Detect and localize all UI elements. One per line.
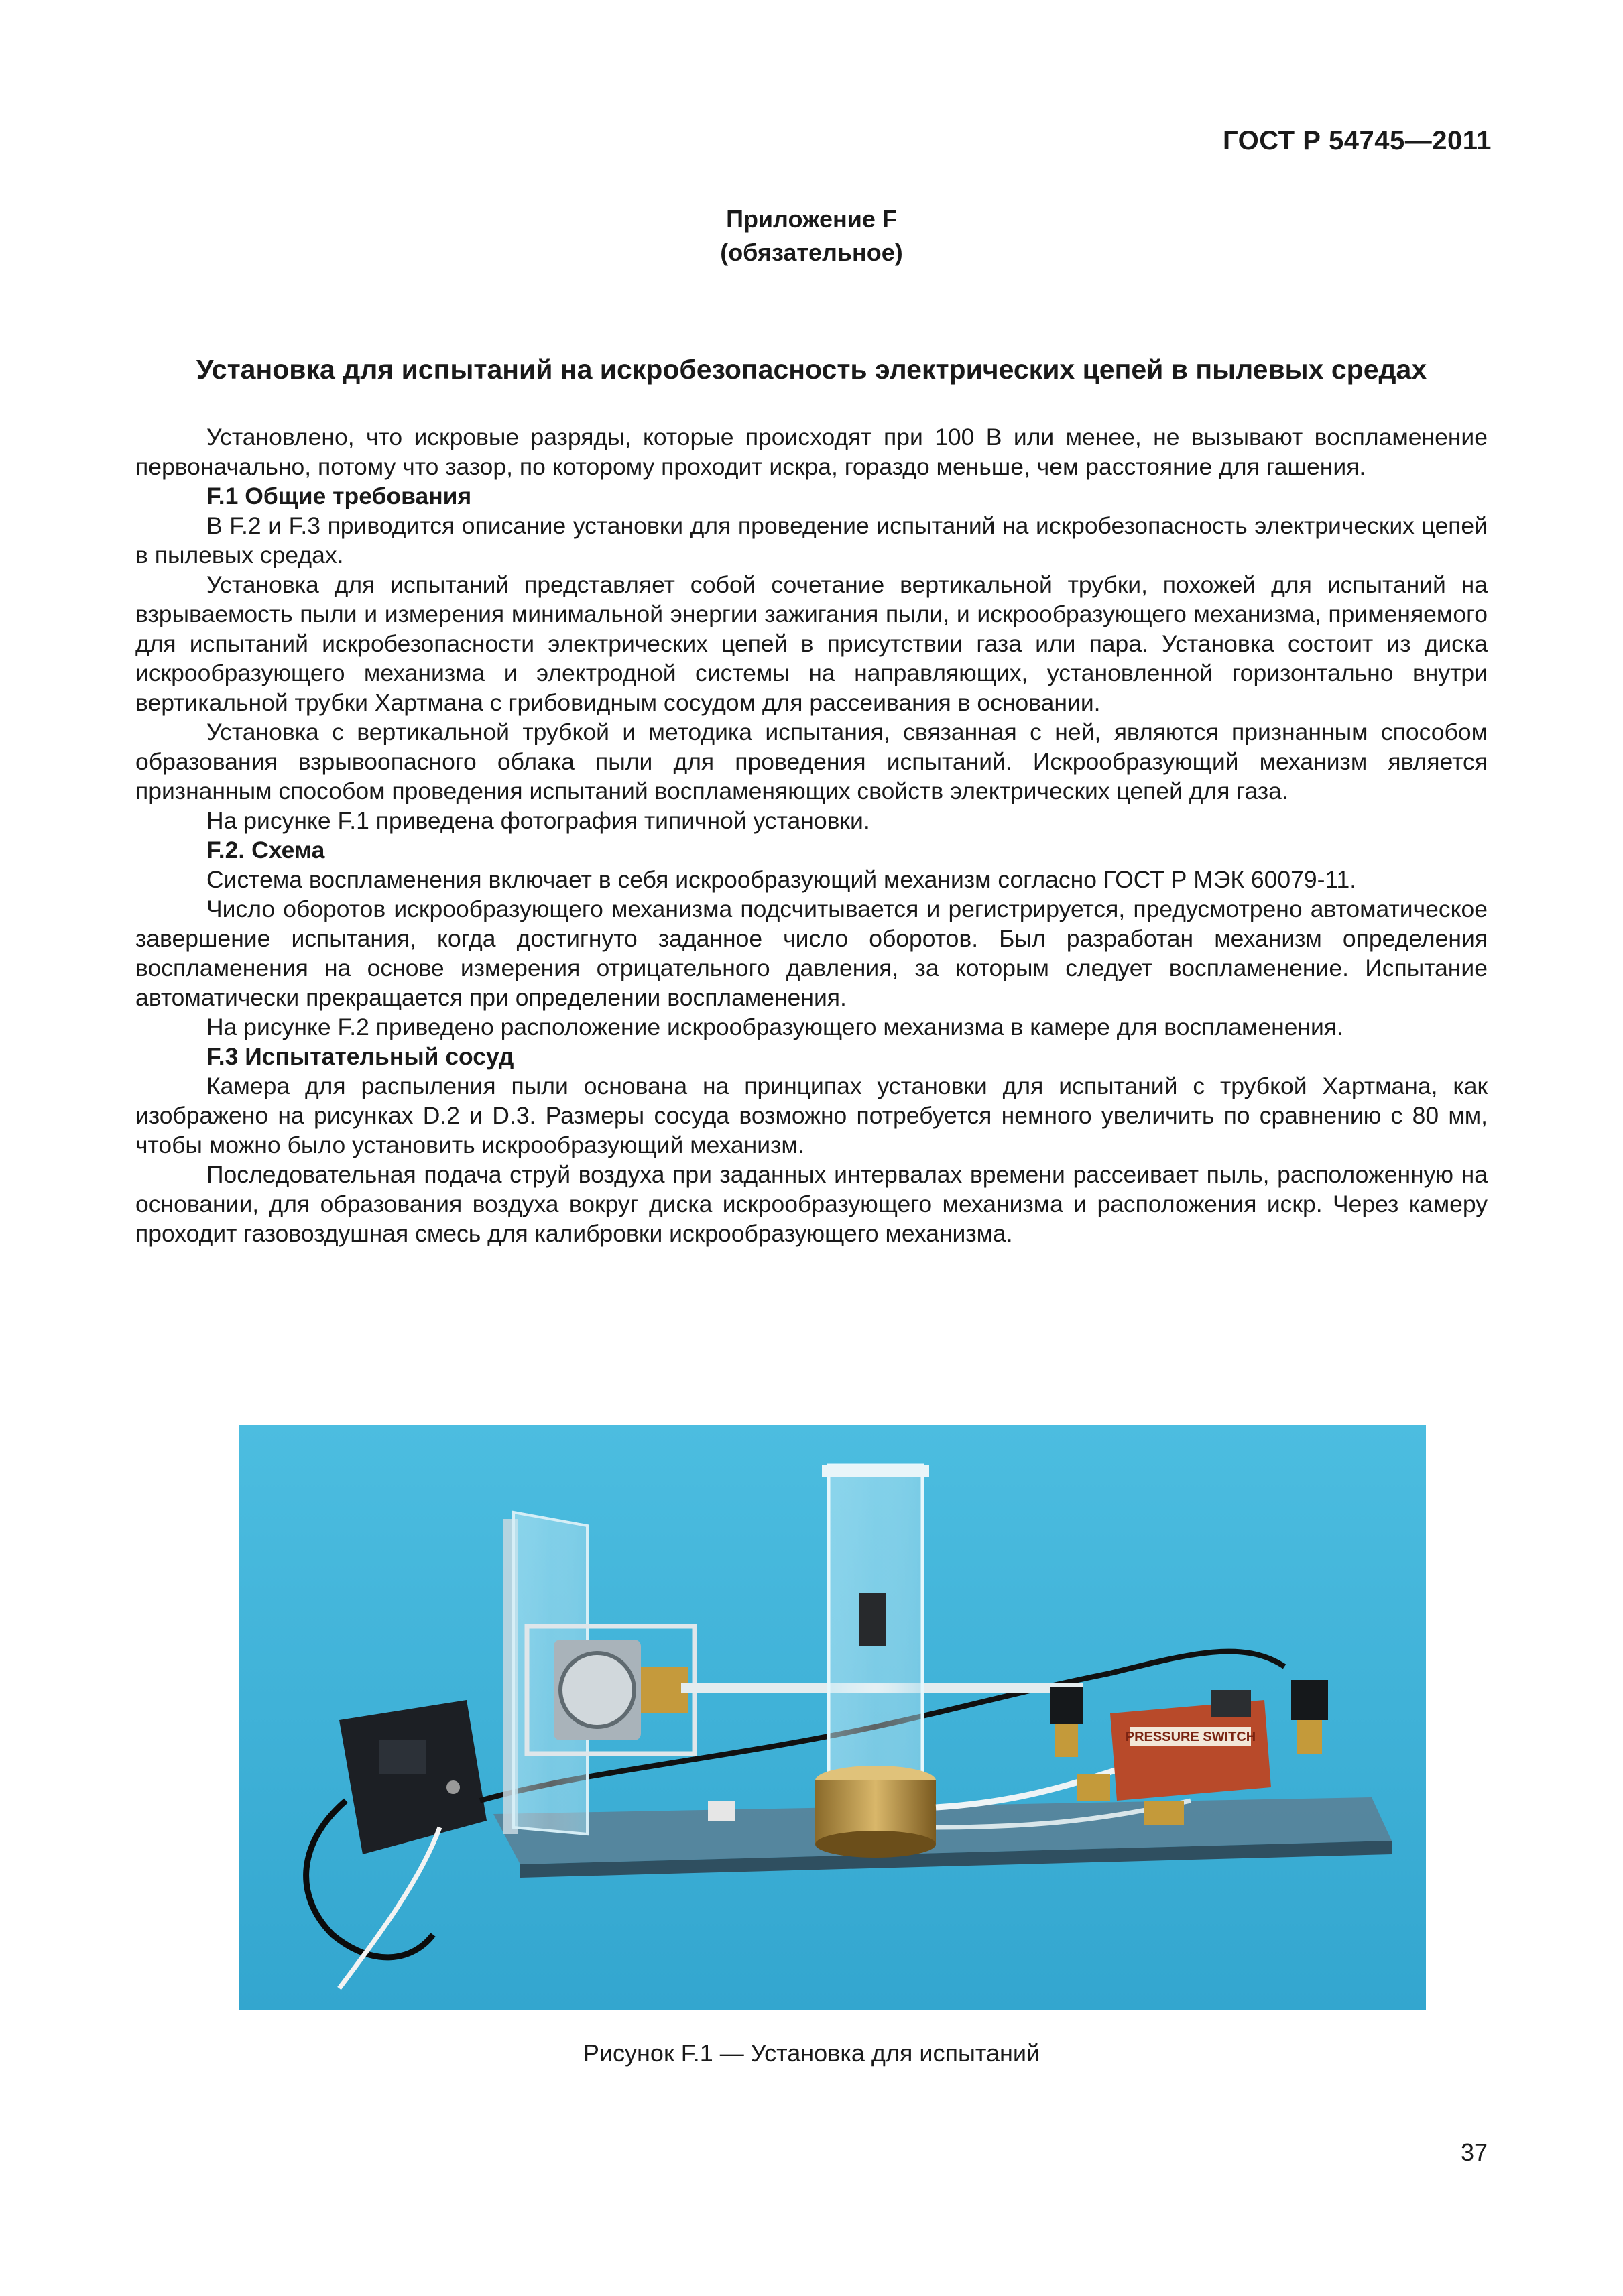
solenoid-valve — [1291, 1680, 1328, 1720]
paragraph: На рисунке F.2 приведено расположение искрообразующего механизма в камере для воспламенения. — [206, 1014, 1343, 1040]
section-heading-f2: F.2. Схема — [206, 837, 325, 863]
body-text — [135, 422, 1488, 1248]
page-number: 37 — [1460, 2138, 1488, 2166]
standard-code: ГОСТ Р 54745—2011 — [1223, 126, 1492, 156]
electrode-holder — [859, 1593, 886, 1646]
dispersion-cup-bottom — [815, 1831, 936, 1858]
pressure-gauge — [1211, 1690, 1251, 1717]
section-heading-f1: F.1 Общие требования — [206, 483, 472, 509]
control-knob — [446, 1780, 460, 1794]
paragraph: В F.2 и F.3 приводится описание установки для проведение испытаний на искробезопасность электрических цепей в пылевых средах. — [135, 512, 1488, 568]
valve-fitting — [1055, 1724, 1078, 1757]
spark-disc — [560, 1653, 634, 1727]
annex-status: (обязательное) — [720, 239, 903, 266]
drive-gear — [641, 1667, 688, 1713]
terminal-block — [708, 1801, 735, 1821]
control-box-panel — [379, 1740, 426, 1774]
document-title: Установка для испытаний на искробезопасность электрических цепей в пылевых средах — [196, 354, 1427, 385]
solenoid-valve — [1050, 1687, 1083, 1724]
annex-label: Приложение F — [726, 205, 897, 233]
paragraph: Камера для распыления пыли основана на принципах установки для испытаний с трубкой Хартмана, как изображено на рисунках D.2 и D.3. Размеры сосуда возможно потребуется немного увеличить по сравнению с 80 мм, чтобы можно было установить искрообразующий механизм. — [135, 1073, 1488, 1158]
valve-fitting — [1144, 1801, 1184, 1825]
valve-fitting — [1077, 1774, 1110, 1801]
figure-caption: Рисунок F.1 — Установка для испытаний — [583, 2039, 1040, 2067]
apparatus-illustration — [239, 1425, 1426, 2010]
paragraph: Установка для испытаний представляет собой сочетание вертикальной трубки, похожей для испытаний на взрываемость пыли и измерения минимальной энергии зажигания пыли, и искрообразующего механизма, применяемого для испытаний искробезопасности электрических цепей в присутствии газа или пара. Установка состоит из диска искрообразующего механизма и электродной системы на направляющих, установленной горизонтально внутри вертикальной трубки Хартмана с грибовидным сосудом для рассеивания в основании. — [135, 571, 1488, 716]
paragraph: На рисунке F.1 приведена фотография типичной установки. — [206, 807, 870, 834]
section-heading-f3: F.3 Испытательный сосуд — [206, 1043, 514, 1070]
figure-photo-test-apparatus — [239, 1425, 1426, 2010]
paragraph: Установлено, что искровые разряды, которые происходят при 100 В или менее, не вызывают воспламенение первоначально, потому что зазор, по которому проходит искра, гораздо меньше, чем расстояние для гашения. — [135, 424, 1488, 480]
paragraph: Число оборотов искрообразующего механизма подсчитывается и регистрируется, предусмотрено автоматическое завершение испытания, когда достигнуто заданное число оборотов. Был разработан механизм определения воспламенения на основе измерения отрицательного давления, за которым следует воспламенение. Испытание автоматически прекращается при определении воспламенения. — [135, 896, 1488, 1011]
valve-fitting — [1297, 1720, 1322, 1754]
paragraph: Система воспламенения включает в себя искрообразующий механизм согласно ГОСТ Р МЭК 60079-11. — [206, 866, 1357, 893]
pressure-switch-label: PRESSURE SWITCH — [1125, 1730, 1256, 1744]
paragraph: Последовательная подача струй воздуха при заданных интервалах времени рассеивает пыль, расположенную на основании, для образования воздуха вокруг диска искрообразующего механизма и расположения искр. Через камеру проходит газовоздушная смесь для калибровки искрообразующего механизма. — [135, 1161, 1488, 1247]
paragraph: Установка с вертикальной трубкой и методика испытания, связанная с ней, являются признанным способом образования взрывоопасного облака пыли для проведения испытаний. Искрообразующий механизм является признанным способом проведения испытаний воспламеняющих свойств электрических цепей для газа. — [135, 719, 1488, 804]
tube-cap — [822, 1465, 929, 1477]
annex-heading — [0, 202, 1623, 269]
